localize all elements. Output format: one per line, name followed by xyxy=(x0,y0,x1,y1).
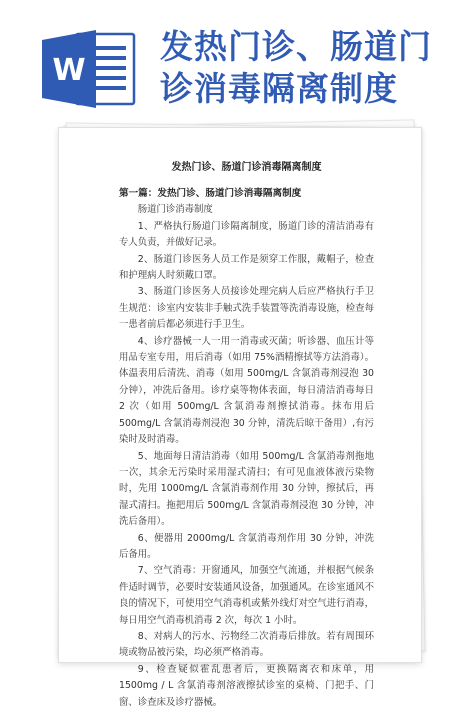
paragraph: 6、便器用 2000mg/L 含氯消毒剂作用 30 分钟，冲洗后备用。 xyxy=(119,532,374,560)
document-body xyxy=(119,160,374,711)
document-sheet xyxy=(58,127,422,708)
paragraph: 8、对病人的污水、污物经二次消毒后排放。若有周围环境或物品被污染，均必须严格消毒。 xyxy=(119,630,374,659)
paragraph: 2、肠道门诊医务人员工作是须穿工作服，戴帽子，检查和护理病人时须戴口罩。 xyxy=(119,253,374,282)
page-title-line-1: 发热门诊、肠道门 xyxy=(160,27,432,66)
page-title xyxy=(160,26,460,110)
document-preview xyxy=(58,127,422,708)
document-title: 发热门诊、肠道门诊消毒隔离制度 xyxy=(171,162,322,173)
paragraph: 肠道门诊消毒制度 xyxy=(137,204,213,216)
paragraph: 1、严格执行肠道门诊隔离制度，肠道门诊的清洁消毒有专人负责，并做好记录。 xyxy=(119,220,374,249)
header-banner xyxy=(0,0,474,118)
section-heading: 第一篇：发热门诊、肠道门诊消毒隔离制度 xyxy=(119,188,302,199)
word-icon-letter: W xyxy=(52,53,86,88)
paragraph: 5、地面每日清洁消毒（如用 500mg/L 含氯消毒剂拖地一次，其余无污染时采用湿式清扫；有可见血液体液污染物时，先用 1000mg/L 含氯消毒剂作用 30 分钟，擦拭后，再湿式清扫。拖把用后 500mg/L 含氯消毒剂浸泡 30 分钟，冲洗后备用）。 xyxy=(119,450,374,528)
paragraph: 4、诊疗器械一人一用一消毒或灭菌；听诊器、血压计等用品专室专用，用后消毒（如用 75%酒精擦拭等方法消毒）。体温表用后清洗、消毒（如用 500mg/L 含氯消毒剂浸泡 30 分钟），冲洗后备用。诊疗桌等物体表面，每日清洁消毒每日 2 次（如用 500mg/L 含氯消毒剂擦拭消毒。抹布用后 500mg/L 含氯消毒剂浸泡 30 分钟，清洗后晾干备用）,有污染时及时消毒。 xyxy=(119,335,374,446)
paragraph: 9、检查疑似霍乱患者后，更换隔离衣和床单，用 1500mg / L 含氯消毒剂溶液擦拭诊室的桌椅、门把手、门窗、诊查床及诊疗器械。 xyxy=(119,663,374,708)
paragraph: 3、肠道门诊医务人员接诊处理完病人后应严格执行手卫生规范：诊室内安装非手触式洗手装置等洗消毒设施，检查每一患者前后都必须进行手卫生。 xyxy=(119,286,374,331)
word-document-icon xyxy=(40,30,138,108)
paragraph: 7、空气消毒：开窗通风，加强空气流通，并根据气候条件适时调节，必要时安装通风设备，加强通风。在诊室通风不良的情况下，可使用空气消毒机或紫外线灯对空气进行消毒，每日用空气消毒机消毒 2 次，每次 1 小时。 xyxy=(119,565,374,626)
page-title-line-2: 诊消毒隔离制度 xyxy=(160,69,398,108)
